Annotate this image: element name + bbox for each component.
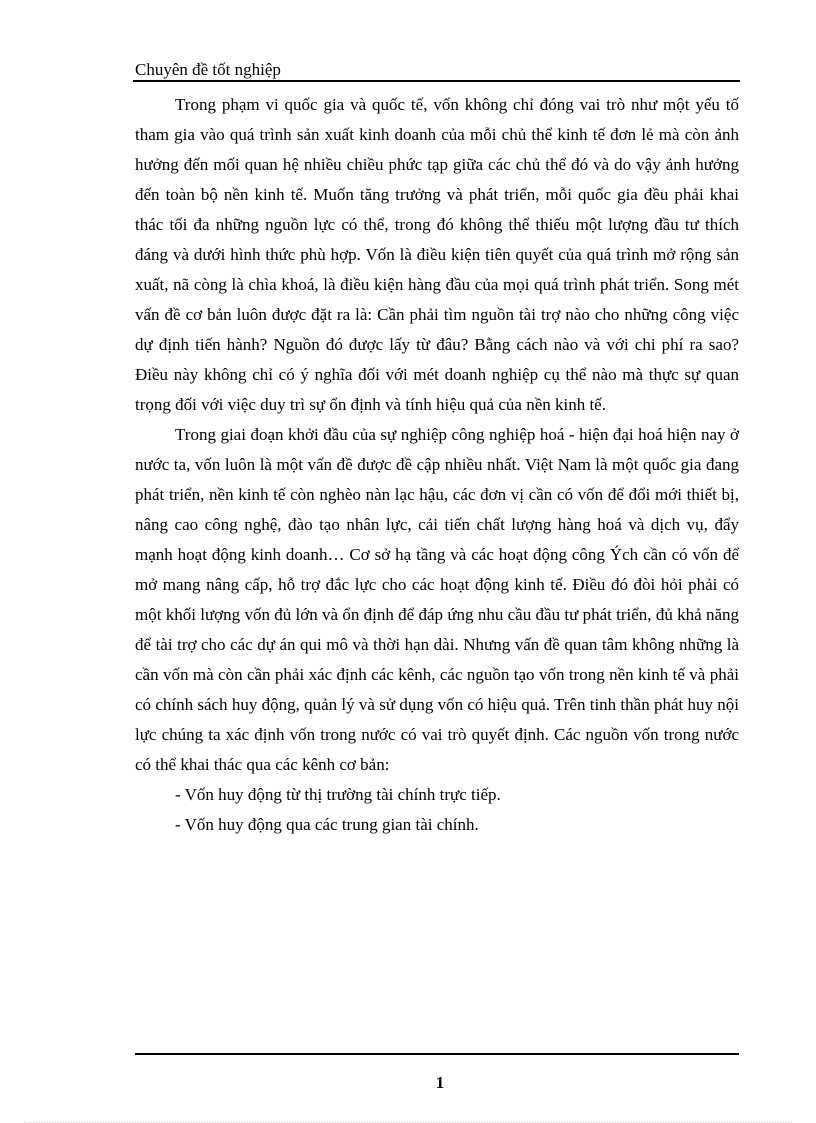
bullet-item: - Vốn huy động qua các trung gian tài chính.	[175, 815, 479, 834]
document-body	[135, 90, 739, 840]
paragraph: Trong giai đoạn khởi đầu của sự nghiệp công nghiệp hoá - hiện đại hoá hiện nay ở nước ta, vốn luôn là một vấn đề được đề cập nhiều nhất. Việt Nam là một quốc gia đang phát triển, nền kinh tế còn nghèo nàn lạc hậu, các đơn vị cần có vốn để đổi mới thiết bị, nâng cao công nghệ, đào tạo nhân lực, cải tiến chất lượng hàng hoá và dịch vụ, đẩy mạnh hoạt động kinh doanh… Cơ sở hạ tầng và các hoạt động công Ých cần có vốn để mở mang nâng cấp, hỗ trợ đắc lực cho các hoạt động kinh tế. Điều đó đòi hỏi phải có một khối lượng vốn đủ lớn và ổn định để đáp ứng nhu cầu đầu tư phát triển, đủ khả năng để tài trợ cho các dự án qui mô và thời hạn dài. Nhưng vấn đề quan tâm không những là cần vốn mà còn cần phải xác định các kênh, các nguồn tạo vốn trong nền kinh tế và phải có chính sách huy động, quản lý và sử dụng vốn có hiệu quả. Trên tinh thần phát huy nội lực chúng ta xác định vốn trong nước có vai trò quyết định. Các nguồn vốn trong nước có thể khai thác qua các kênh cơ bản:	[135, 425, 739, 774]
paragraph: Trong phạm vi quốc gia và quốc tế, vốn không chỉ đóng vai trò như một yếu tố tham gia vào quá trình sản xuất kinh doanh của mỗi chủ thể kinh tế đơn lẻ mà còn ảnh hưởng đến mối quan hệ nhiều chiều phức tạp giữa các chủ thể đó và do vậy ảnh hưởng đến toàn bộ nền kinh tế. Muốn tăng trưởng và phát triển, mỗi quốc gia đều phải khai thác tối đa những nguồn lực có thể, trong đó không thể thiếu một lượng đầu tư thích đáng và dưới hình thức phù hợp. Vốn là điều kiện tiên quyết của quá trình mở rộng sản xuất, nã còng là chìa khoá, là điều kiện hàng đầu của mọi quá trình phát triển. Song mét vấn đề cơ bản luôn được đặt ra là: Cần phải tìm nguồn tài trợ nào cho những công việc dự định tiến hành? Nguồn đó được lấy từ đâu? Bằng cách nào và với chi phí ra sao? Điều này không chỉ có ý nghĩa đối với mét doanh nghiệp cụ thể nào mà thực sự quan trọng đối với việc duy trì sự ổn định và tính hiệu quả của nền kinh tế.	[135, 95, 739, 414]
running-header: Chuyên đề tốt nghiệp	[135, 60, 281, 79]
footer-divider	[135, 1053, 739, 1055]
page-number: 1	[435, 1073, 445, 1092]
header-divider	[133, 80, 740, 82]
bullet-item: - Vốn huy động từ thị trường tài chính trực tiếp.	[175, 785, 501, 804]
